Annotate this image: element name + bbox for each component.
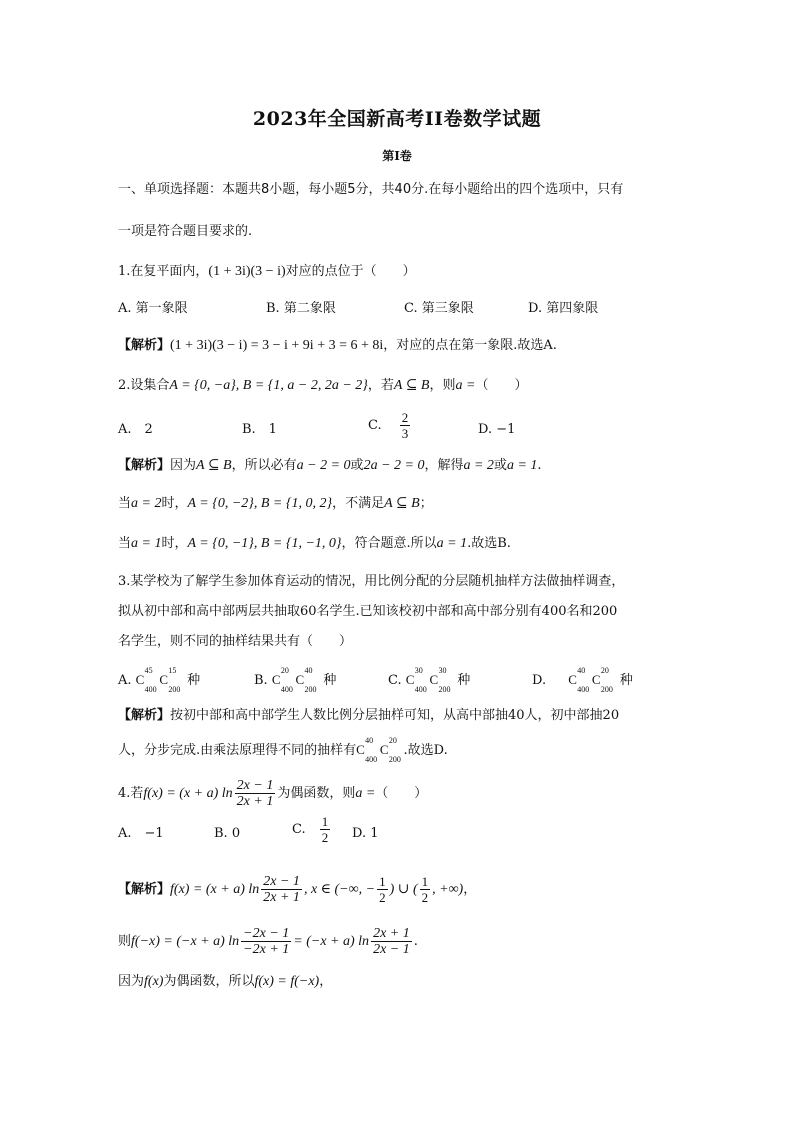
- combination: [356, 736, 379, 764]
- q4-option-c-label: C.: [292, 822, 306, 837]
- q3-option-a: [118, 666, 201, 694]
- q2-stem: [118, 376, 527, 396]
- page-subtitle: 第I卷: [382, 149, 412, 163]
- fraction-denominator: 2: [379, 890, 386, 905]
- option-unit: 种: [619, 673, 633, 688]
- q4-solution-2: [118, 926, 418, 957]
- math: ) ∪ (: [389, 882, 418, 897]
- q3-stem-line3: 名学生，则不同的抽样结果共有（ ）: [118, 634, 353, 649]
- q1-stem-text: 1.在复平面内，: [118, 264, 209, 279]
- math: a = 2: [131, 496, 162, 511]
- combination-top: 30: [414, 666, 423, 675]
- fraction-numerator: 2x − 1: [236, 778, 274, 793]
- combination-letter: C: [379, 742, 389, 757]
- fraction-numerator: 2x − 1: [263, 874, 300, 889]
- combination-letter: C: [356, 742, 365, 757]
- combination: [568, 666, 591, 694]
- math: a − 2 = 0: [296, 458, 351, 473]
- q2-option-c: [368, 410, 412, 441]
- option-label: B.: [254, 673, 268, 688]
- math: A = {0, −2}, B = {1, 0, 2}: [187, 496, 333, 511]
- q2-option-d: D. −1: [478, 422, 516, 437]
- text: ；: [419, 496, 433, 511]
- math: f(−x) = (−x + a) ln: [131, 934, 240, 949]
- text: 或: [493, 458, 507, 473]
- q1-solution-expression: (1 + 3i)(3 − i) = 3 − i + 9i + 3 = 6 + 8i: [170, 338, 384, 353]
- math: = (−x + a) ln: [293, 934, 370, 949]
- combination: [295, 666, 319, 694]
- text: 为偶函数，则: [277, 786, 356, 801]
- text: 为偶函数，所以: [163, 974, 255, 989]
- q2-sets: A = {0, −a}, B = {1, a − 2, 2a − 2}: [169, 378, 368, 393]
- q2-solution-1: [118, 456, 542, 476]
- q3-option-d: [532, 666, 633, 694]
- option-unit: 种: [457, 673, 471, 688]
- combination-bottom: 400: [414, 685, 427, 694]
- text: ，: [319, 974, 333, 989]
- combination-bottom: 400: [144, 685, 157, 694]
- combination-bottom: 200: [600, 685, 613, 694]
- math: A ⊆ B: [384, 496, 420, 511]
- q1-option-b: B. 第二象限: [266, 301, 336, 316]
- q2-option-c-label: C.: [368, 418, 382, 433]
- combination: [379, 736, 403, 764]
- combination: [591, 666, 615, 694]
- combination-bottom: 200: [304, 685, 317, 694]
- q2-solution-2: [118, 494, 433, 514]
- text: ，符合题意.所以: [341, 536, 437, 551]
- q4-option-c: [292, 814, 332, 845]
- combination-top: 15: [168, 666, 177, 675]
- combination-bottom: 200: [388, 755, 401, 764]
- q1-stem-end: 对应的点位于（ ）: [285, 264, 416, 279]
- fraction-denominator: −2x + 1: [243, 942, 290, 957]
- text: 4.若: [118, 786, 144, 801]
- fraction-numerator: −2x − 1: [243, 926, 290, 941]
- option-label: D.: [532, 673, 547, 688]
- fraction-denominator: 2x + 1: [263, 890, 300, 905]
- q2-option-b: B. 1: [242, 422, 277, 437]
- math: A = {0, −1}, B = {1, −1, 0}: [187, 536, 342, 551]
- math: a =: [355, 786, 376, 801]
- option-unit: 种: [323, 673, 337, 688]
- analysis-tag: 【解析】: [118, 338, 171, 353]
- q1-expression: (1 + 3i)(3 − i): [208, 264, 286, 279]
- math: f(x) = (x + a) ln: [170, 882, 260, 897]
- combination-letter: C: [135, 672, 145, 687]
- q4-stem: [118, 778, 427, 809]
- fraction-denominator: 3: [401, 426, 409, 441]
- q1-solution-text: ，对应的点在第一象限.故选A.: [383, 338, 557, 353]
- q2-stem-mid: ，若: [367, 378, 394, 393]
- text: ，: [463, 882, 477, 897]
- combination-bottom: 200: [168, 685, 181, 694]
- analysis-tag: 【解析】: [118, 458, 171, 473]
- combination-bottom: 400: [365, 755, 378, 764]
- text: 当: [118, 536, 132, 551]
- analysis-tag: 【解析】: [118, 882, 171, 897]
- fraction-numerator: 2: [401, 410, 409, 425]
- q3-option-c: [388, 666, 471, 694]
- math: a = 1: [436, 536, 468, 551]
- fraction-denominator: 2x − 1: [373, 942, 410, 957]
- combination-bottom: 400: [577, 685, 590, 694]
- combination-letter: C: [405, 672, 415, 687]
- combination-letter: C: [568, 672, 577, 687]
- fraction-denominator: 2: [321, 830, 329, 845]
- combination-letter: C: [271, 672, 281, 687]
- text: 人，分步完成.由乘法原理得不同的抽样有: [118, 743, 357, 758]
- fraction-numerator: 1: [421, 874, 429, 889]
- combination: [405, 666, 429, 694]
- option-unit: 种: [187, 673, 201, 688]
- combination-top: 45: [144, 666, 153, 675]
- q2-stem-mid2: ，则: [429, 378, 456, 393]
- combination-top: 40: [304, 666, 313, 675]
- text: 时，: [161, 496, 188, 511]
- text: ，所以必有: [231, 458, 297, 473]
- q2-option-c-fraction: [400, 410, 411, 441]
- option-label: C.: [388, 673, 402, 688]
- text: 因为: [170, 458, 197, 473]
- q4-option-a: A. −1: [118, 826, 164, 841]
- q4-solution-1: [118, 874, 476, 905]
- math: a = 2: [463, 458, 494, 473]
- combination-top: 40: [365, 736, 374, 745]
- q1-option-a: A. 第一象限: [118, 301, 188, 316]
- combination-letter: C: [429, 672, 439, 687]
- combination: [271, 666, 295, 694]
- option-label: A.: [118, 673, 132, 688]
- math: , x ∈ (−∞, −: [303, 882, 376, 897]
- q1-option-d: D. 第四象限: [528, 301, 599, 316]
- fraction-denominator: 2x + 1: [236, 794, 274, 809]
- combination-bottom: 200: [438, 685, 451, 694]
- q3-stem-line2: 拟从初中部和高中部两层共抽取60名学生.已知该校初中部和高中部分别有400名和200: [118, 604, 618, 619]
- q4-option-c-fraction: [320, 814, 331, 845]
- text: .故选D.: [403, 743, 448, 758]
- math: a = 1: [131, 536, 162, 551]
- fraction-numerator: 2x + 1: [373, 926, 410, 941]
- fraction: [261, 874, 302, 905]
- math: f(x) = f(−x): [254, 974, 320, 989]
- section-heading-line2: 一项是符合题目要求的.: [118, 224, 253, 239]
- q4-option-b: B. 0: [214, 826, 241, 841]
- text: 当: [118, 496, 132, 511]
- text: .: [413, 934, 418, 949]
- combination-top: 20: [388, 736, 397, 745]
- combination: [135, 666, 159, 694]
- q2-variable: a =: [455, 378, 476, 393]
- text: 或: [350, 458, 364, 473]
- q3-stem-line1: 3.某学校为了解学生参加体育运动的情况，用比例分配的分层随机抽样方法做抽样调查，: [118, 574, 625, 589]
- fraction-numerator: 1: [379, 874, 386, 889]
- q3-option-b: [254, 666, 337, 694]
- q1-option-c: C. 第三象限: [404, 301, 474, 316]
- q1-solution: [118, 336, 557, 356]
- q3-solution-1: [118, 706, 619, 726]
- combination: [429, 666, 452, 694]
- section-heading-line1: 一、单项选择题：本题共8小题，每小题5分，共40分.在每小题给出的四个选项中，只有: [118, 182, 624, 197]
- combination-top: 20: [280, 666, 289, 675]
- q2-stem-text: 2.设集合: [118, 378, 170, 393]
- fraction: [371, 926, 412, 957]
- text: ，不满足: [332, 496, 385, 511]
- combination-bottom: 400: [280, 685, 293, 694]
- text: 按初中部和高中部学生人数比例分层抽样可知，从高中部抽40人，初中部抽20: [170, 708, 620, 723]
- text: .故选B.: [467, 536, 511, 551]
- q2-solution-3: [118, 534, 511, 554]
- math: f(x): [144, 974, 164, 989]
- math: 2a − 2 = 0: [363, 458, 425, 473]
- q2-option-a: A. 2: [118, 422, 153, 437]
- fraction: [377, 874, 388, 905]
- q1-stem: [118, 262, 416, 282]
- analysis-tag: 【解析】: [118, 708, 171, 723]
- math: f(x) = (x + a) ln: [143, 786, 233, 801]
- text: 因为: [118, 974, 145, 989]
- math: , +∞): [432, 882, 464, 897]
- math: A ⊆ B: [196, 458, 232, 473]
- text: 时，: [161, 536, 188, 551]
- combination-letter: C: [159, 672, 169, 687]
- fraction-denominator: 2: [421, 890, 429, 905]
- combination-letter: C: [295, 672, 305, 687]
- text: .: [537, 458, 542, 473]
- page-title: 2023年全国新高考II卷数学试题: [252, 108, 542, 130]
- combination-top: 20: [600, 666, 609, 675]
- text: （ ）: [375, 786, 428, 801]
- math: a = 1: [506, 458, 538, 473]
- combination-letter: C: [591, 672, 601, 687]
- fraction-numerator: 1: [321, 814, 329, 829]
- text: ，解得: [424, 458, 464, 473]
- text: 则: [118, 934, 132, 949]
- q4-fraction: [235, 778, 276, 809]
- q4-option-d: D. 1: [352, 826, 379, 841]
- q4-solution-3: [118, 972, 332, 992]
- combination-top: 40: [577, 666, 586, 675]
- q2-condition: A ⊆ B: [393, 378, 430, 393]
- fraction: [420, 874, 431, 905]
- q2-stem-end: （ ）: [475, 378, 528, 393]
- combination: [159, 666, 182, 694]
- fraction: [241, 926, 291, 957]
- combination-top: 30: [438, 666, 447, 675]
- q3-solution-2: [118, 736, 448, 764]
